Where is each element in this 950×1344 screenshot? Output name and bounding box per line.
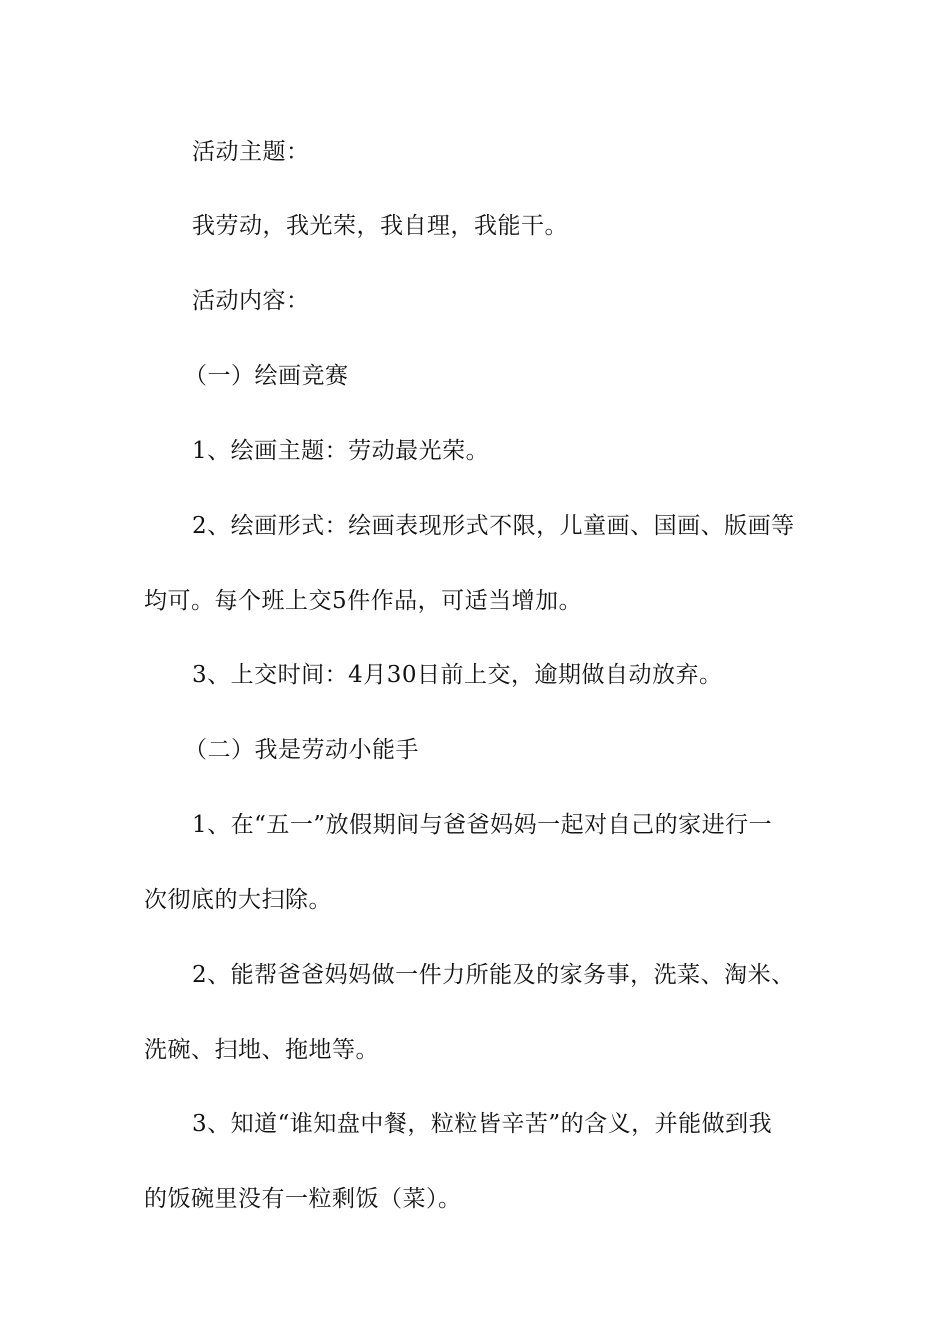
labor-item-3-line-2: 的饭碗里没有一粒剩饭（菜）。	[144, 1186, 462, 1212]
section-heading-drawing-contest: （一）绘画竞赛	[184, 363, 349, 389]
labor-item-1-line-1: 1、在“五一”放假期间与爸爸妈妈一起对自己的家进行一	[192, 812, 773, 838]
heading-activity-content: 活动内容：	[192, 288, 310, 314]
labor-item-3-line-1: 3、知道“谁知盘中餐，粒粒皆辛苦”的含义，并能做到我	[192, 1111, 773, 1137]
drawing-item-3: 3、上交时间：4月30日前上交，逾期做自动放弃。	[192, 662, 723, 688]
drawing-item-2-line-2: 均可。每个班上交5件作品，可适当增加。	[144, 588, 583, 614]
labor-item-2-line-2: 洗碗、扫地、拖地等。	[144, 1037, 379, 1063]
labor-item-1-line-2: 次彻底的大扫除。	[144, 887, 332, 913]
heading-activity-theme: 活动主题：	[192, 139, 310, 165]
drawing-item-2-line-1: 2、绘画形式：绘画表现形式不限，儿童画、国画、版画等	[192, 513, 795, 539]
activity-theme-text: 我劳动，我光荣，我自理，我能干。	[192, 213, 568, 239]
labor-item-2-line-1: 2、能帮爸爸妈妈做一件力所能及的家务事，洗菜、淘米、	[192, 962, 795, 988]
section-heading-labor-helper: （二）我是劳动小能手	[184, 737, 419, 763]
drawing-item-1: 1、绘画主题：劳动最光荣。	[192, 438, 490, 464]
